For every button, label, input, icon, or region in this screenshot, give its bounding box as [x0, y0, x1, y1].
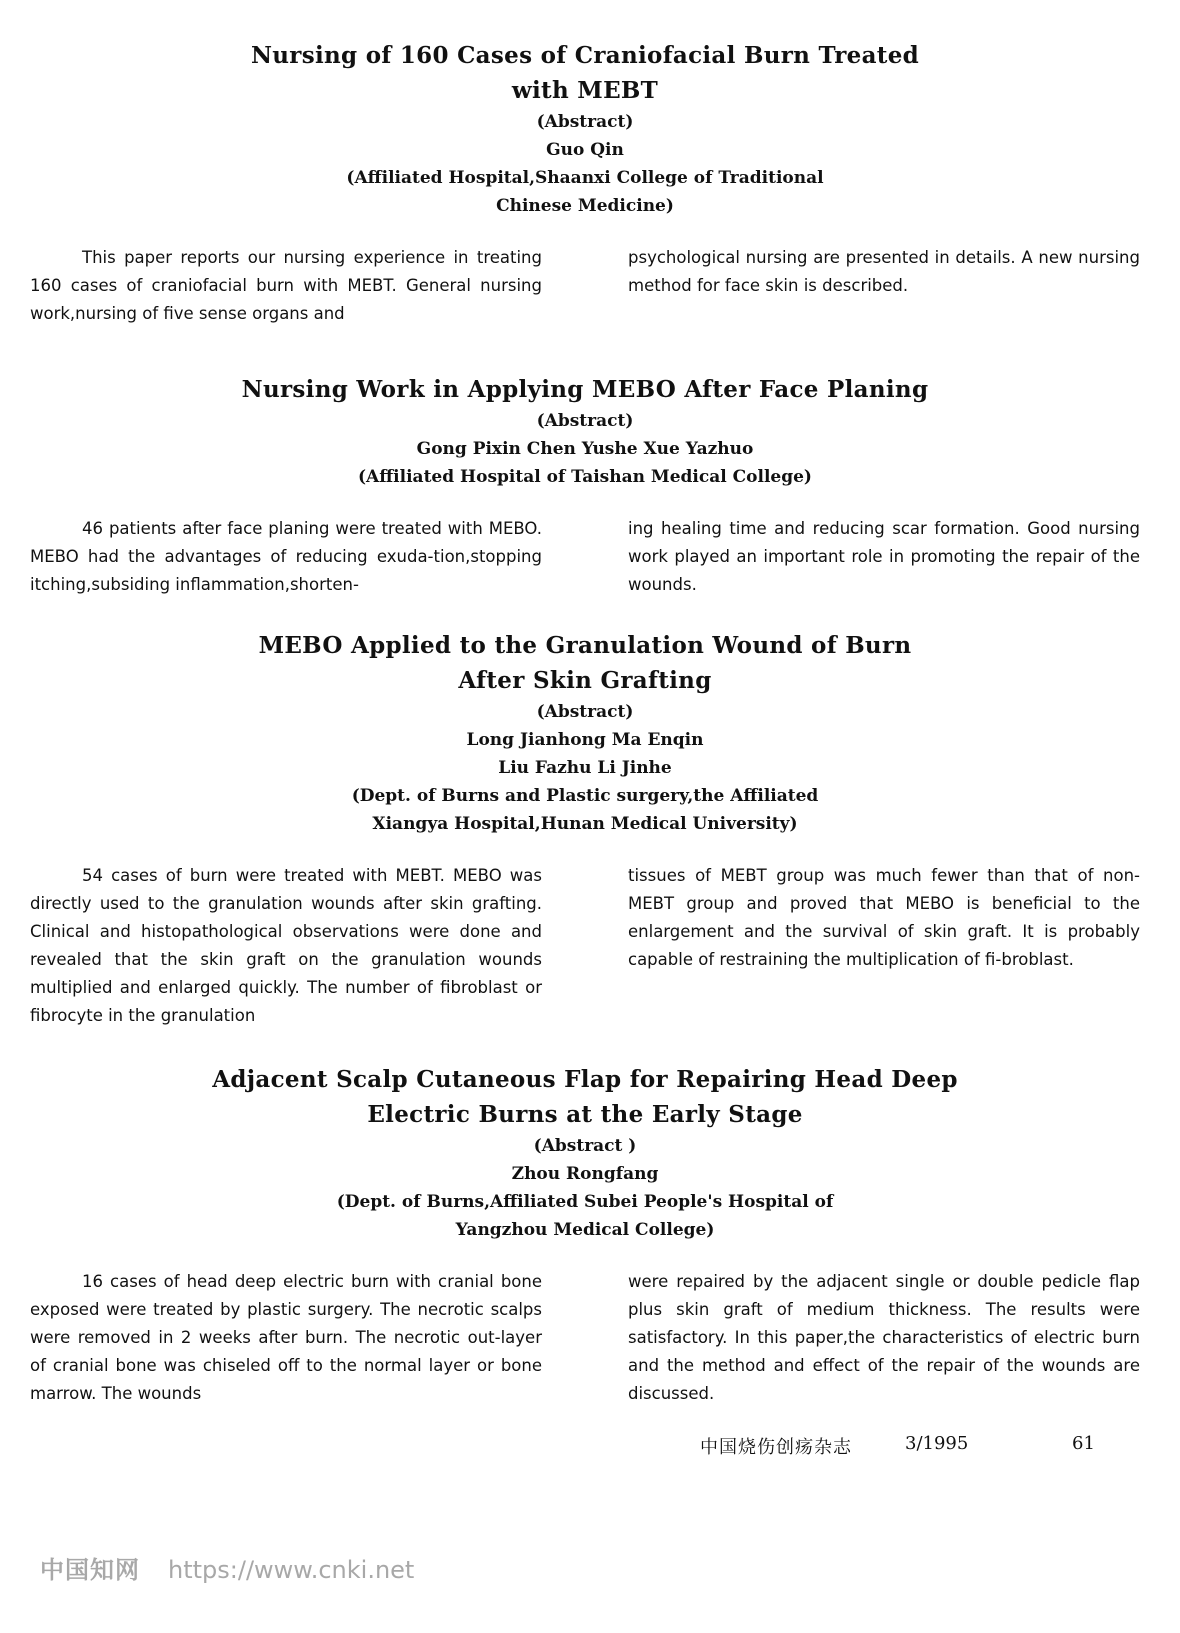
- article-3-body: [30, 862, 1140, 1030]
- article-3-authors-line-1: Long Jianhong Ma Enqin: [466, 730, 704, 750]
- article-4-column-left: [30, 1268, 542, 1408]
- article-4-text-left: 16 cases of head deep electric burn with cranial bone exposed were treated by plastic surgery. The necrotic scalps were removed in 2 weeks after burn. The necrotic out-layer of cranial bone was chiseled off to the normal layer or bone marrow. The wounds: [30, 1272, 542, 1403]
- article-1-text-right: psychological nursing are presented in details. A new nursing method for face skin is described.: [628, 248, 1140, 295]
- article-1-author: Guo Qin: [546, 140, 624, 160]
- article-3-title-line-2: After Skin Grafting: [458, 667, 712, 694]
- article-4-author: Zhou Rongfang: [511, 1164, 659, 1184]
- article-2-column-left: [30, 515, 542, 599]
- article-1-title-line-1: Nursing of 160 Cases of Craniofacial Burn Treated: [250, 42, 920, 69]
- article-2-abstract-label: (Abstract): [536, 411, 634, 431]
- article-3-affiliation-line-1: (Dept. of Burns and Plastic surgery,the Affiliated: [351, 786, 819, 806]
- article-4-title-line-2: Electric Burns at the Early Stage: [367, 1101, 803, 1128]
- article-3: [30, 628, 1140, 1030]
- article-1: [30, 38, 1140, 328]
- article-3-column-right: [628, 862, 1140, 1030]
- article-2-header: [30, 372, 1140, 491]
- article-3-text-left: 54 cases of burn were treated with MEBT. MEBO was directly used to the granulation wounds after skin grafting. Clinical and histopathological observations were done and revealed that the skin graft on the granulation wounds multiplied and enlarged quickly. The number of fibroblast or fibrocyte in the granulation: [30, 866, 542, 1025]
- article-2-body: [30, 515, 1140, 599]
- article-3-abstract-label: (Abstract): [536, 702, 634, 722]
- article-1-affiliation-line-2: Chinese Medicine): [496, 196, 674, 216]
- article-4-affiliation-line-1: (Dept. of Burns,Affiliated Subei People's Hospital of: [336, 1192, 834, 1212]
- footer-page-number: 61: [1072, 1433, 1095, 1454]
- cnki-logo: 中国知网: [40, 1556, 140, 1584]
- article-4-abstract-label: (Abstract ): [533, 1136, 637, 1156]
- article-4-column-right: [628, 1268, 1140, 1408]
- article-4-body: [30, 1268, 1140, 1408]
- article-1-header: [30, 38, 1140, 220]
- article-4-affiliation-line-2: Yangzhou Medical College): [455, 1220, 715, 1240]
- article-1-affiliation-line-1: (Affiliated Hospital,Shaanxi College of Traditional: [346, 168, 824, 188]
- article-2-text-right: ing healing time and reducing scar formation. Good nursing work played an important role in promoting the repair of the wounds.: [628, 519, 1140, 594]
- article-2-text-left: 46 patients after face planing were treated with MEBO. MEBO had the advantages of reducing exuda-tion,stopping itching,subsiding inflammation,shorten-: [30, 519, 542, 594]
- article-1-column-right: [628, 244, 1140, 328]
- article-3-text-right: tissues of MEBT group was much fewer than that of non-MEBT group and proved that MEBO is beneficial to the enlargement and the survival of skin graft. It is probably capable of restraining the multiplication of fi-broblast.: [628, 866, 1140, 969]
- article-2-affiliation-line-1: (Affiliated Hospital of Taishan Medical College): [358, 467, 812, 487]
- article-3-title-line-1: MEBO Applied to the Granulation Wound of Burn: [258, 632, 912, 659]
- article-3-authors-line-2: Liu Fazhu Li Jinhe: [498, 758, 672, 778]
- article-1-title-line-2: with MEBT: [511, 77, 659, 104]
- article-2-title-line-1: Nursing Work in Applying MEBO After Face Planing: [241, 376, 929, 403]
- article-4-header: [30, 1062, 1140, 1244]
- article-3-column-left: [30, 862, 542, 1030]
- article-2: [30, 372, 1140, 599]
- article-3-header: [30, 628, 1140, 838]
- article-2-column-right: [628, 515, 1140, 599]
- article-1-abstract-label: (Abstract): [536, 112, 634, 132]
- article-2-authors: Gong Pixin Chen Yushe Xue Yazhuo: [416, 439, 754, 459]
- article-4-text-right: were repaired by the adjacent single or double pedicle flap plus skin graft of medium thickness. The results were satisfactory. In this paper,the characteristics of electric burn and the method and effect of the repair of the wounds are discussed.: [628, 1272, 1140, 1403]
- cnki-watermark: [40, 1550, 414, 1585]
- cnki-url: https://www.cnki.net: [168, 1556, 415, 1584]
- article-1-text-left: This paper reports our nursing experience in treating 160 cases of craniofacial burn with MEBT. General nursing work,nursing of five sense organs and: [30, 248, 542, 323]
- article-1-column-left: [30, 244, 542, 328]
- article-4-title-line-1: Adjacent Scalp Cutaneous Flap for Repairing Head Deep: [212, 1066, 958, 1093]
- article-3-affiliation-line-2: Xiangya Hospital,Hunan Medical University): [372, 814, 798, 834]
- article-4: [30, 1062, 1140, 1408]
- footer-issue: 3/1995: [905, 1433, 969, 1454]
- article-1-body: [30, 244, 1140, 328]
- footer-journal-name: 中国烧伤创疡杂志: [700, 1437, 852, 1458]
